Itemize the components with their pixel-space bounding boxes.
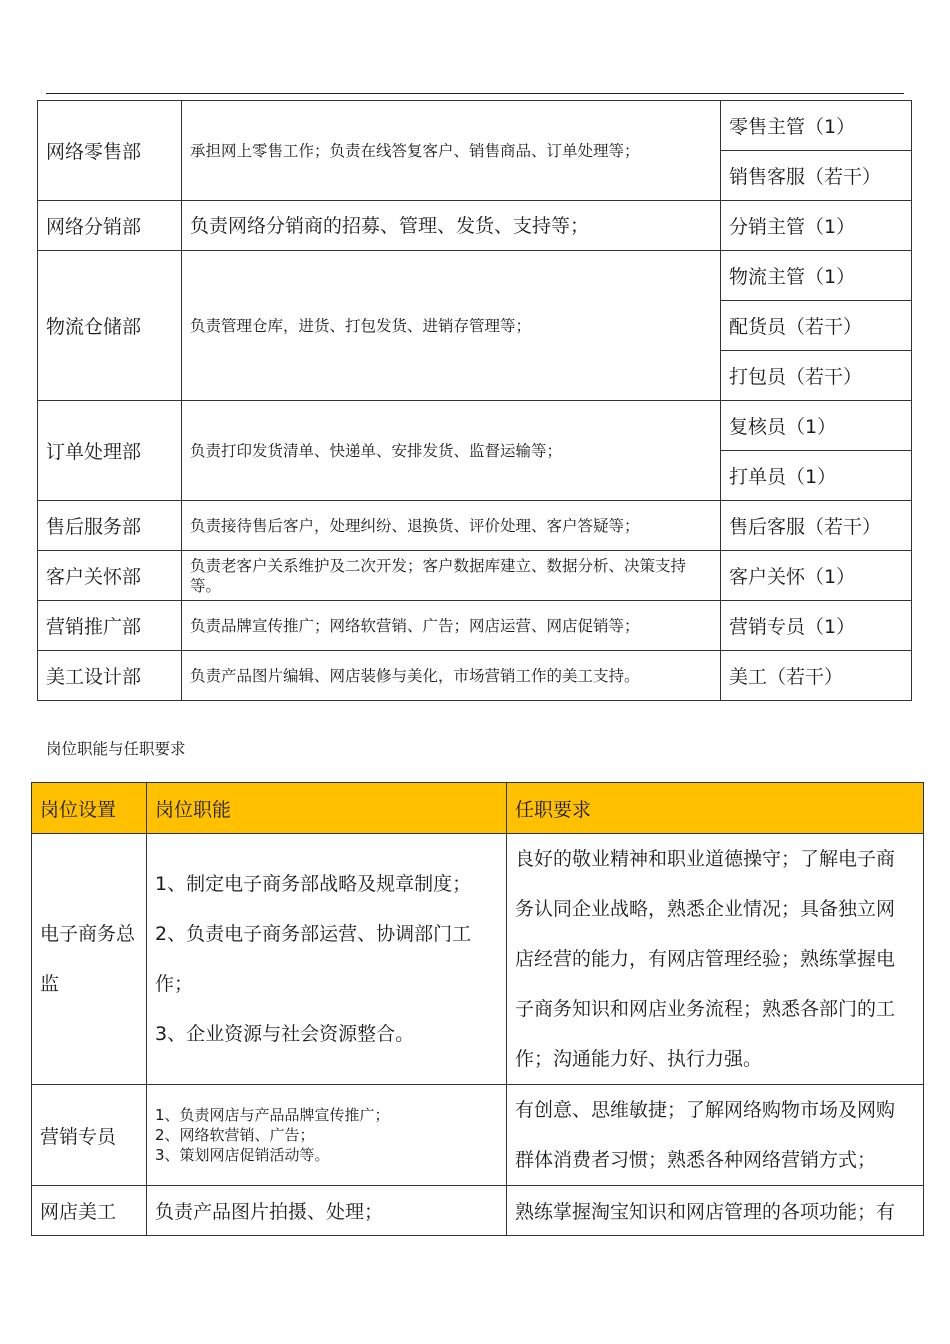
header-cell: 岗位职能 — [147, 783, 507, 834]
dept-duty: 负责接待售后客户，处理纠纷、退换货、评价处理、客户答疑等； — [182, 501, 721, 551]
requirement-line: 务认同企业战略，熟悉企业情况；具备独立网 — [515, 898, 896, 920]
dept-position: 复核员（1） — [721, 401, 912, 451]
dept-duty: 负责管理仓库，进货、打包发货、进销存管理等； — [182, 251, 721, 401]
table-row — [38, 251, 912, 301]
role-duties — [147, 834, 507, 1085]
requirement-line: 良好的敬业精神和职业道德操守；了解电子商 — [515, 848, 896, 870]
duty-line: 2、负责电子商务部运营、协调部门工 — [155, 923, 472, 945]
table-row — [38, 501, 912, 551]
duty-line: 作； — [155, 973, 194, 995]
section-caption: 岗位职能与任职要求 — [46, 740, 186, 758]
dept-name: 订单处理部 — [38, 401, 182, 501]
table-row — [38, 551, 912, 601]
dept-position: 营销专员（1） — [721, 601, 912, 651]
table-row — [32, 834, 924, 1085]
duty-line: 3、策划网店促销活动等。 — [155, 1146, 330, 1164]
requirement-line: 作；沟通能力好、执行力强。 — [515, 1048, 763, 1070]
dept-position: 打单员（1） — [721, 451, 912, 501]
duty-line: 负责产品图片拍摄、处理； — [147, 1186, 507, 1236]
role-duties — [147, 1085, 507, 1186]
dept-position: 分销主管（1） — [721, 201, 912, 251]
dept-position: 美工（若干） — [721, 651, 912, 701]
table-header-row — [32, 783, 924, 834]
table-row — [38, 651, 912, 701]
table-row — [38, 401, 912, 451]
dept-duty: 负责网络分销商的招募、管理、发货、支持等； — [182, 201, 721, 251]
role-requirements-table — [31, 782, 924, 1236]
requirement-line: 有创意、思维敏捷；了解网络购物市场及网购 — [515, 1099, 896, 1121]
dept-name: 售后服务部 — [38, 501, 182, 551]
duty-line: 1、负责网店与产品品牌宣传推广； — [155, 1106, 390, 1124]
dept-name: 网络分销部 — [38, 201, 182, 251]
role-name: 网店美工 — [32, 1186, 147, 1236]
duty-line: 3、企业资源与社会资源整合。 — [155, 1023, 415, 1045]
role-name: 电子商务总监 — [32, 834, 147, 1085]
dept-name: 物流仓储部 — [38, 251, 182, 401]
dept-position: 客户关怀（1） — [721, 551, 912, 601]
dept-duty: 负责产品图片编辑、网店装修与美化，市场营销工作的美工支持。 — [182, 651, 721, 701]
table-row — [38, 201, 912, 251]
dept-position: 打包员（若干） — [721, 351, 912, 401]
header-cell: 岗位设置 — [32, 783, 147, 834]
role-requirements — [507, 1085, 924, 1186]
dept-duty: 承担网上零售工作；负责在线答复客户、销售商品、订单处理等； — [182, 101, 721, 201]
dept-duty: 负责打印发货清单、快递单、安排发货、监督运输等； — [182, 401, 721, 501]
requirement-line: 群体消费者习惯；熟悉各种网络营销方式； — [515, 1149, 877, 1171]
department-table — [37, 100, 912, 701]
dept-position: 销售客服（若干） — [721, 151, 912, 201]
dept-name: 网络零售部 — [38, 101, 182, 201]
dept-name: 营销推广部 — [38, 601, 182, 651]
duty-line: 1、制定电子商务部战略及规章制度； — [155, 873, 472, 895]
dept-position: 配货员（若干） — [721, 301, 912, 351]
table-row — [32, 1186, 924, 1236]
dept-name: 客户关怀部 — [38, 551, 182, 601]
dept-position: 售后客服（若干） — [721, 501, 912, 551]
table-row — [38, 601, 912, 651]
dept-duty: 负责老客户关系维护及二次开发；客户数据库建立、数据分析、决策支持等。 — [182, 551, 721, 601]
dept-position: 物流主管（1） — [721, 251, 912, 301]
duty-line: 2、网络软营销、广告； — [155, 1126, 315, 1144]
dept-position: 零售主管（1） — [721, 101, 912, 151]
requirement-line: 店经营的能力，有网店管理经验；熟练掌握电 — [515, 948, 896, 970]
header-rule — [46, 93, 904, 94]
requirement-line: 子商务知识和网店业务流程；熟悉各部门的工 — [515, 998, 896, 1020]
table-row — [38, 101, 912, 151]
requirement-line: 熟练掌握淘宝知识和网店管理的各项功能；有 — [507, 1186, 924, 1236]
dept-name: 美工设计部 — [38, 651, 182, 701]
role-name: 营销专员 — [32, 1085, 147, 1186]
header-cell: 任职要求 — [507, 783, 924, 834]
dept-duty: 负责品牌宣传推广；网络软营销、广告；网店运营、网店促销等； — [182, 601, 721, 651]
role-requirements — [507, 834, 924, 1085]
table-row — [32, 1085, 924, 1186]
